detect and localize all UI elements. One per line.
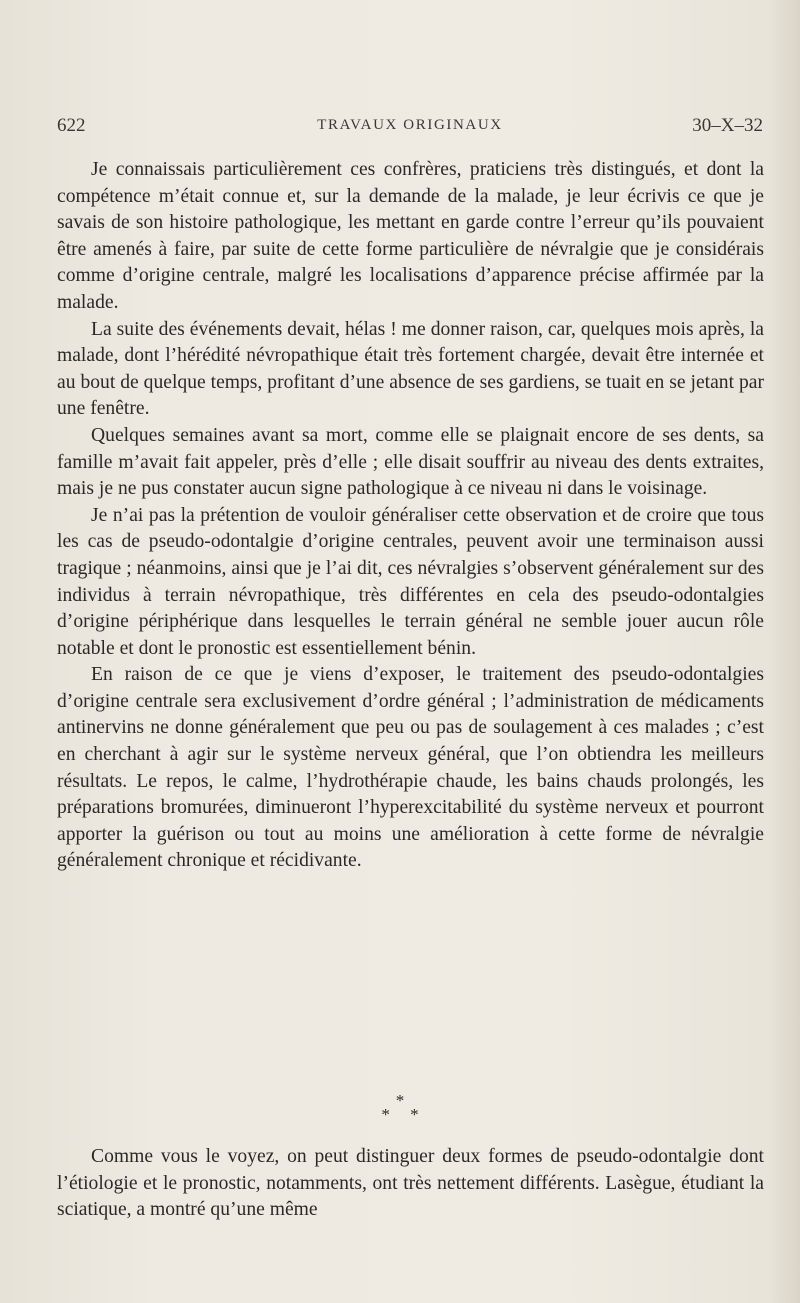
page-number: 622 <box>57 115 86 136</box>
paragraph: Je connaissais particulièrement ces confrères, praticiens très distingués, et dont la compétence m’était connue et, sur la demande de la malade, je leur écrivis ce que je savais de son histoire pathologique, les mettant en garde contre l’erreur qu’ils pouvaient être amenés à faire, par suite de cette forme particulière de névralgie que je considérais comme d’origine centrale, malgré les localisations d’apparence précise affirmée par la malade. <box>57 159 764 313</box>
issue-date: 30–X–32 <box>692 115 763 136</box>
closing-text <box>57 1144 764 1224</box>
paragraph: En raison de ce que je viens d’exposer, le traitement des pseudo-odontalgies d’origine centrale sera exclusivement d’ordre général ; l’administration de médicaments antinervins ne donne généralement que peu ou pas de soulagement à ces malades ; c’est en cherchant à agir sur le système nerveux général, que l’on obtiendra les meilleurs résultats. Le repos, le calme, l’hydrothérapie chaude, les bains chauds prolongés, les préparations bromurées, diminueront l’hyperexcitabilité du système nerveux et pourront apporter la guérison ou tout au moins une amélioration à cette forme de névralgie généralement chronique et récidivante. <box>57 664 764 872</box>
separator-bottom: * * <box>381 1105 427 1124</box>
running-head <box>57 115 763 139</box>
paragraph: Quelques semaines avant sa mort, comme elle se plaignait encore de ses dents, sa famille m’avait fait appeler, près d’elle ; elle disait souffrir au niveau des dents extraites, mais je ne pus constater aucun signe pathologique à ce niveau ni dans le voisinage. <box>57 424 764 500</box>
section-separator <box>0 1091 800 1124</box>
main-text <box>57 157 764 875</box>
paragraph: La suite des événements devait, hélas ! me donner raison, car, quelques mois après, la malade, dont l’hérédité névropathique était très fortement chargée, devait être internée et au bout de quelque temps, profitant d’une absence de ses gardiens, se tuait en se jetant par une fenêtre. <box>57 318 764 420</box>
separator-top: * <box>395 1091 405 1110</box>
closing-paragraph: Comme vous le voyez, on peut distinguer deux formes de pseudo-odontalgie dont l’étiologie et le pronostic, notamments, ont très nettement différents. Lasègue, étudiant la sciatique, a montré qu’une même <box>57 1146 764 1221</box>
paragraph: Je n’ai pas la prétention de vouloir généraliser cette observation et de croire que tous les cas de pseudo-odontalgie d’origine centrales, peuvent avoir une terminaison aussi tragique ; néanmoins, ainsi que je l’ai dit, ces névralgies s’observent généralement sur des individus à terrain névropathique, très différentes en cela des pseudo-odontalgies d’origine périphérique dans lesquelles le terrain général ne semble jouer aucun rôle notable et dont le pronostic est essentiellement bénin. <box>57 504 764 659</box>
running-title: TRAVAUX ORIGINAUX <box>317 117 503 133</box>
